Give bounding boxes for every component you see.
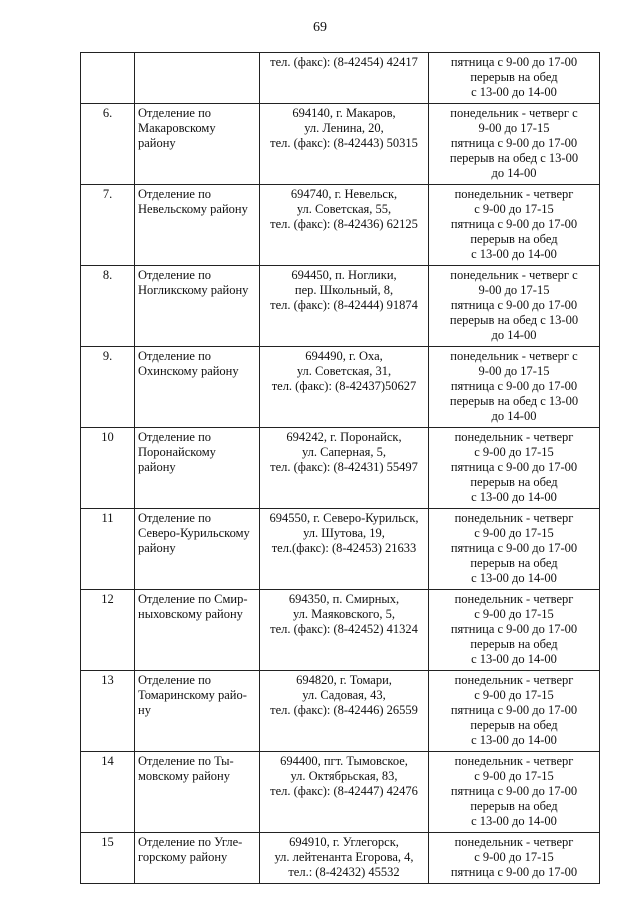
address-cell-line: тел. (факс): (8-42454) 42417 [270,55,418,69]
department-name [135,590,260,671]
address-cell-line: ул. Советская, 31, [296,364,392,378]
working-hours-line: перерыв на обед [470,718,558,732]
department-name-line: Ногликскому району [138,283,249,297]
department-name [135,104,260,185]
department-name-line: Отделение по [138,268,212,282]
address-cell-line: 694550, г. Северо-Курильск, [269,511,419,525]
address-cell-line: тел. (факс): (8-42436) 62125 [270,217,418,231]
address-cell-line: ул. Ленина, 20, [304,121,384,135]
department-name-line: району [138,541,176,555]
table-row [81,53,600,104]
department-name [135,53,260,104]
row-number [81,53,135,104]
row-number: 14 [81,752,135,833]
department-name [135,752,260,833]
address-cell [260,185,429,266]
address-cell-line: тел. (факс): (8-42443) 50315 [270,136,418,150]
table-row [81,833,600,884]
working-hours-line: перерыв на обед [470,232,558,246]
working-hours-line: с 9-00 до 17-15 [474,769,554,783]
address-cell-line: ул. Садовая, 43, [302,688,386,702]
working-hours-line: с 9-00 до 17-15 [474,850,554,864]
department-name-line: Отделение по [138,511,212,525]
working-hours-line: понедельник - четверг [454,835,574,849]
working-hours-line: пятница с 9-00 до 17-00 [450,298,578,312]
department-name-line: Томаринскому райо- [138,688,247,702]
table-row [81,590,600,671]
working-hours [429,833,600,884]
working-hours-line: перерыв на обед [470,556,558,570]
row-number: 15 [81,833,135,884]
working-hours [429,428,600,509]
department-name-line: Отделение по [138,187,212,201]
working-hours-line: пятница с 9-00 до 17-00 [450,541,578,555]
departments-table [80,52,600,884]
row-number: 7. [81,185,135,266]
table-row [81,671,600,752]
working-hours-line: с 9-00 до 17-15 [474,607,554,621]
address-cell-line: 694450, п. Ноглики, [291,268,397,282]
address-cell-line: 694140, г. Макаров, [292,106,396,120]
working-hours-line: с 13-00 до 14-00 [471,247,557,261]
working-hours-line: с 9-00 до 17-15 [474,688,554,702]
working-hours-line: пятница с 9-00 до 17-00 [450,379,578,393]
working-hours-line: понедельник - четверг [454,430,574,444]
address-cell-line: пер. Школьный, 8, [294,283,394,297]
working-hours-line: перерыв на обед [470,799,558,813]
department-name-line: Отделение по [138,430,212,444]
working-hours-line: перерыв на обед с 13-00 [449,394,579,408]
address-cell [260,752,429,833]
working-hours-line: понедельник - четверг с [450,106,578,120]
address-cell-line: тел.: (8-42432) 45532 [288,865,400,879]
table-row [81,752,600,833]
address-cell [260,833,429,884]
working-hours-line: перерыв на обед [470,70,558,84]
working-hours-line: 9-00 до 17-15 [478,364,550,378]
department-name [135,185,260,266]
address-cell [260,671,429,752]
working-hours-line: перерыв на обед [470,475,558,489]
working-hours [429,590,600,671]
working-hours-line: пятница с 9-00 до 17-00 [450,865,578,879]
address-cell-line: 694400, пгт. Тымовское, [280,754,408,768]
department-name-line: Поронайскому [138,445,216,459]
department-name [135,266,260,347]
row-number: 6. [81,104,135,185]
table-row [81,104,600,185]
department-name [135,671,260,752]
working-hours-line: пятница с 9-00 до 17-00 [450,703,578,717]
row-number: 8. [81,266,135,347]
working-hours-line: до 14-00 [491,328,537,342]
working-hours-line: пятница с 9-00 до 17-00 [450,460,578,474]
department-name [135,833,260,884]
address-cell-line: ул. Маяковского, 5, [292,607,396,621]
department-name [135,428,260,509]
department-name [135,347,260,428]
address-cell [260,266,429,347]
working-hours-line: с 13-00 до 14-00 [471,490,557,504]
working-hours-line: с 13-00 до 14-00 [471,571,557,585]
address-cell [260,428,429,509]
page-number: 69 [313,20,327,35]
row-number: 12 [81,590,135,671]
department-name-line: Отделение по [138,673,212,687]
address-cell-line: 694740, г. Невельск, [290,187,398,201]
table-row [81,266,600,347]
working-hours-line: пятница с 9-00 до 17-00 [450,217,578,231]
working-hours-line: с 13-00 до 14-00 [471,814,557,828]
working-hours-line: с 9-00 до 17-15 [474,445,554,459]
working-hours [429,266,600,347]
address-cell-line: тел. (факс): (8-42431) 55497 [270,460,418,474]
department-name-line: Охинскому району [138,364,239,378]
address-cell-line: ул. Саперная, 5, [301,445,386,459]
working-hours [429,347,600,428]
working-hours-line: 9-00 до 17-15 [478,283,550,297]
working-hours [429,509,600,590]
table-row [81,509,600,590]
address-cell-line: ул. лейтенанта Егорова, 4, [274,850,414,864]
working-hours-line: с 9-00 до 17-15 [474,526,554,540]
row-number: 11 [81,509,135,590]
row-number: 13 [81,671,135,752]
working-hours [429,752,600,833]
address-cell-line: ул. Советская, 55, [296,202,392,216]
address-cell-line: тел. (факс): (8-42447) 42476 [270,784,418,798]
row-number: 9. [81,347,135,428]
working-hours-line: понедельник - четверг [454,187,574,201]
working-hours [429,671,600,752]
department-name-line: району [138,136,176,150]
address-cell [260,53,429,104]
working-hours [429,53,600,104]
working-hours [429,104,600,185]
department-name-line: Северо-Курильскому [138,526,250,540]
working-hours-line: с 13-00 до 14-00 [471,652,557,666]
working-hours-line: понедельник - четверг [454,592,574,606]
working-hours-line: перерыв на обед с 13-00 [449,151,579,165]
working-hours-line: пятница с 9-00 до 17-00 [450,136,578,150]
department-name-line: Отделение по Угле- [138,835,243,849]
working-hours-line: пятница с 9-00 до 17-00 [450,55,578,69]
address-cell-line: 694350, п. Смирных, [288,592,400,606]
department-name-line: Макаровскому [138,121,216,135]
department-name-line: району [138,460,176,474]
address-cell [260,104,429,185]
address-cell-line: тел.(факс): (8-42453) 21633 [271,541,417,555]
address-cell-line: 694820, г. Томари, [296,673,392,687]
working-hours-line: с 9-00 до 17-15 [474,202,554,216]
working-hours-line: до 14-00 [491,409,537,423]
working-hours [429,185,600,266]
department-name [135,509,260,590]
working-hours-line: 9-00 до 17-15 [478,121,550,135]
row-number: 10 [81,428,135,509]
working-hours-line: до 14-00 [491,166,537,180]
address-cell [260,509,429,590]
table-row [81,185,600,266]
department-name-line: Отделение по [138,106,212,120]
working-hours-line: пятница с 9-00 до 17-00 [450,622,578,636]
working-hours-line: перерыв на обед [470,637,558,651]
address-cell-line: тел. (факс): (8-42444) 91874 [270,298,418,312]
address-cell-line: тел. (факс): (8-42437)50627 [271,379,417,393]
table-body [81,53,600,884]
address-cell-line: 694242, г. Поронайск, [286,430,402,444]
department-name-line: ныховскому району [138,607,243,621]
working-hours-line: перерыв на обед с 13-00 [449,313,579,327]
department-name-line: Невельскому району [138,202,248,216]
address-cell-line: ул. Шутова, 19, [303,526,385,540]
address-cell-line: тел. (факс): (8-42446) 26559 [270,703,418,717]
working-hours-line: с 13-00 до 14-00 [471,85,557,99]
department-name-line: горскому району [138,850,228,864]
address-cell [260,590,429,671]
department-name-line: Отделение по Ты- [138,754,234,768]
department-name-line: Отделение по Смир- [138,592,248,606]
department-name-line: мовскому району [138,769,230,783]
table-row [81,428,600,509]
department-name-line: Отделение по [138,349,212,363]
working-hours-line: понедельник - четверг [454,511,574,525]
working-hours-line: понедельник - четверг [454,754,574,768]
address-cell-line: тел. (факс): (8-42452) 41324 [270,622,418,636]
working-hours-line: понедельник - четверг с [450,349,578,363]
working-hours-line: понедельник - четверг [454,673,574,687]
table-row [81,347,600,428]
address-cell-line: 694910, г. Углегорск, [289,835,399,849]
working-hours-line: с 13-00 до 14-00 [471,733,557,747]
department-name-line: ну [138,703,151,717]
address-cell-line: ул. Октябрьская, 83, [290,769,398,783]
working-hours-line: понедельник - четверг с [450,268,578,282]
address-cell [260,347,429,428]
working-hours-line: пятница с 9-00 до 17-00 [450,784,578,798]
address-cell-line: 694490, г. Оха, [305,349,383,363]
